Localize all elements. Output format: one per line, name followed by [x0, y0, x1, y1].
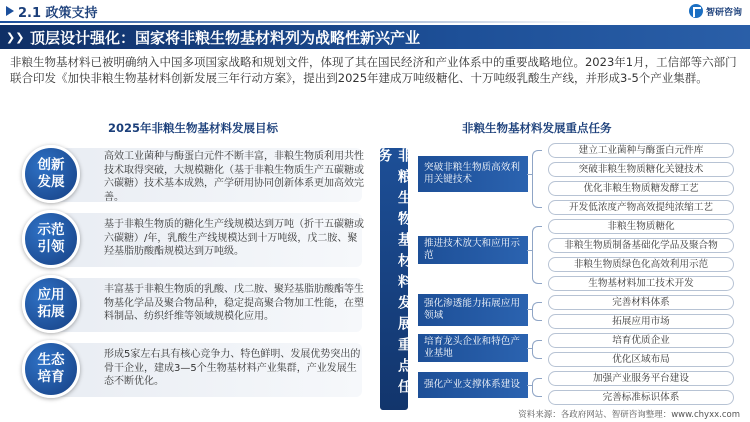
vertical-label-text: 非粮生物基材料发展重点任务 [376, 148, 412, 400]
task-item: 生物基材料加工技术开发 [548, 276, 734, 291]
source-note: 资料来源：各政府网站、智研咨询整理：www.chyxx.com [518, 410, 740, 420]
tasks-vertical-label [376, 148, 412, 410]
category-label: 强化渗透能力拓展应用领域 [424, 298, 520, 321]
goal-text: 形成5家左右具有核心竞争力、特色鲜明、发展优势突出的骨干企业，建成3—5个生物基材料产业集群，产业发展生态不断优化。 [104, 349, 361, 387]
category-label: 培育龙头企业和特色产业基地 [424, 336, 520, 359]
task-item: 拓展应用市场 [548, 314, 734, 329]
goal-card [22, 210, 362, 270]
zhiyan-logo-icon [689, 4, 703, 18]
task-category [418, 156, 528, 192]
task-item: 突破非粮生物质糖化关键技术 [548, 162, 734, 177]
section-underline [0, 21, 600, 23]
category-label: 强化产业支撑体系建设 [424, 379, 520, 390]
goal-label: 创新发展 [37, 157, 65, 190]
task-item: 非粮生物质糖化 [548, 219, 734, 234]
section-header [0, 0, 240, 22]
task-item: 加强产业服务平台建设 [548, 371, 734, 386]
task-item: 完善材料体系 [548, 295, 734, 310]
goal-text: 高效工业菌种与酶蛋白元件不断丰富，非粮生物质利用共性技术取得突破，大规模糖化（基于非粮生物质生产五碳糖或六碳糖）技术基本成熟，产学研用协同创新体系更加高效完善。 [104, 151, 364, 203]
task-category [418, 334, 528, 362]
task-item: 非粮生物质制备基础化学品及聚合物 [548, 238, 734, 253]
bracket [532, 150, 542, 208]
brand-logo [689, 3, 742, 19]
double-chevron-icon: ❯❯ [6, 31, 25, 44]
brand-name: 智研咨询 [705, 7, 742, 18]
bracket [532, 302, 542, 321]
section-title: 2.1 政策支持 [18, 6, 98, 21]
task-item: 培育优质企业 [548, 333, 734, 348]
goal-badge [22, 340, 80, 398]
task-category [418, 236, 528, 264]
goal-badge [22, 145, 80, 203]
task-item: 建立工业菌种与酶蛋白元件库 [548, 143, 734, 158]
task-item: 优化区域布局 [548, 352, 734, 367]
goal-badge [22, 275, 80, 333]
bracket [532, 340, 542, 359]
goal-badge [22, 210, 80, 268]
goal-text: 基于非粮生物质的糖化生产线规模达到万吨（折干五碳糖或六碳糖）/年，乳酸生产线规模达到十万吨级，戊二胺、聚羟基脂肪酸酯规模达到万吨级。 [104, 219, 364, 257]
goal-label: 示范引领 [37, 222, 65, 255]
task-item: 优化非粮生物质糖发酵工艺 [548, 181, 734, 196]
task-item: 非粮生物质绿色化高效利用示范 [548, 257, 734, 272]
intro-paragraph: 非粮生物基材料已被明确纳入中国多项国家战略和规划文件，体现了其在国民经济和产业体系中的重要战略地位。2023年1月，工信部等六部门联合印发《加快非粮生物基材料创新发展三年行动方案》，提出到2025年建成万吨级糖化、十万吨级乳酸生产线，并形成3-5个产业集群。 [10, 55, 737, 85]
task-category [418, 294, 528, 326]
goal-label: 应用拓展 [37, 287, 65, 320]
task-category [418, 372, 528, 398]
task-item: 开发低浓度产物高效提纯浓缩工艺 [548, 200, 734, 215]
goal-text: 丰富基于非粮生物质的乳酸、戊二胺、聚羟基脂肪酸酯等生物基化学品及聚合物品种，稳定提高聚合物加工性能，在塑料制品、纺织纤维等领域规模化应用。 [104, 284, 364, 322]
goal-card [22, 340, 362, 400]
goal-card [22, 275, 362, 335]
goal-label: 生态培育 [37, 352, 65, 385]
goals-title: 2025年非粮生物基材料发展目标 [108, 121, 279, 135]
headline-title: 顶层设计强化：国家将非粮生物基材料列为战略性新兴产业 [30, 29, 421, 47]
category-label: 突破非粮生物质高效利用关键技术 [424, 162, 520, 185]
tasks-title: 非粮生物基材料发展重点任务 [462, 121, 612, 135]
goal-card [22, 145, 362, 205]
task-item: 完善标准标识体系 [548, 390, 734, 405]
category-label: 推进技术放大和应用示范 [424, 238, 520, 261]
section-triangle-icon [6, 6, 14, 16]
bracket [532, 378, 542, 397]
bracket [532, 226, 542, 284]
headline-banner [0, 25, 750, 49]
